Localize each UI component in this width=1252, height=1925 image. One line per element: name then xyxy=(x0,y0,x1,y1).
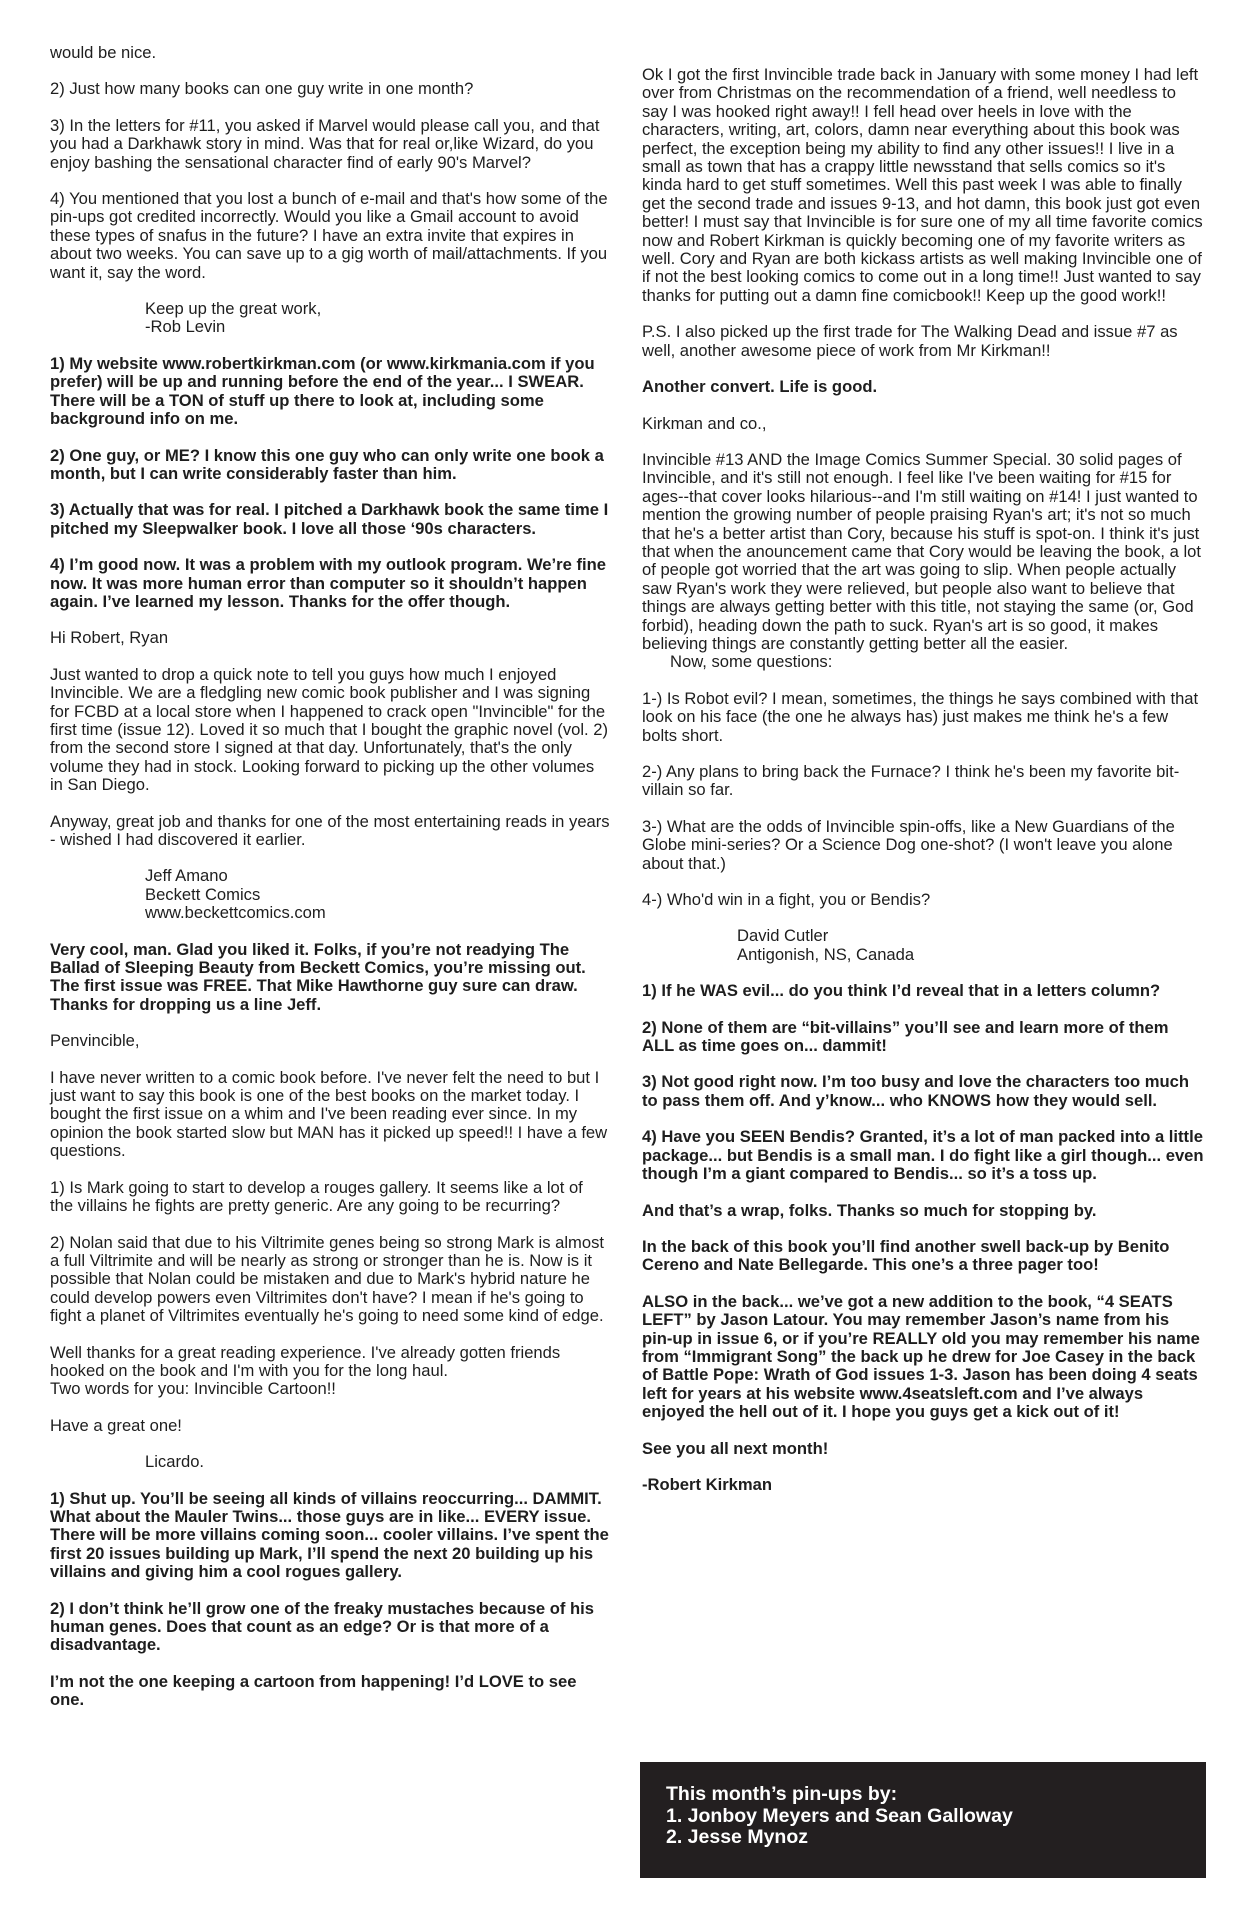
editor-reply: Very cool, man. Glad you liked it. Folks, if you’re not readying The Ballad of Sleeping Beauty from Beckett Comics, you’re missing out. The first issue was FREE. That Mike Hawthorne guy sure can draw. Thanks for dropping us a line Jeff. xyxy=(50,939,586,1014)
pinup-heading: This month’s pin-ups by: xyxy=(666,1783,898,1805)
letter-paragraph: I have never written to a comic book before. I've never felt the need to but I just want to say this book is one of the best books on the market today. I bought the first issue on a whim and I've been reading ever since. In my opinion the book started slow but MAN has it picked up speed!! I have a few questions. xyxy=(50,1067,608,1161)
right-column xyxy=(642,66,1204,1512)
editor-reply: See you all next month! xyxy=(642,1438,829,1458)
signature-line: David Cutler xyxy=(737,926,829,946)
letter-signature xyxy=(737,927,1204,964)
letter-paragraph: 2) Just how many books can one guy write in one month? xyxy=(50,79,474,99)
signature-line: Keep up the great work, xyxy=(145,299,322,319)
letter-paragraph: Ok I got the first Invincible trade back in January with some money I had left over from Christmas on the recommendation of a friend, well needless to say I was hooked right away!! I fell head over heels in love with the characters, writing, art, colors, damn near everything about this book was perfect, the exception being my ability to find any other issues!! I live in a small as town that has a crappy little newsstand that sells comics so it's kinda hard to get stuff sometimes. Well this past week I was able to finally get the second trade and issues 9-13, and hot damn, this book just got even better! I must say that Invincible is for sure one of my all time favorite comics now and Robert Kirkman is quickly becoming one of my favorite writers as well. Cory and Ryan are both kickass artists as well making Invincible one of if not the best looking comics to come out in a long time!! Just wanted to say thanks for putting out a damn fine comicbook!! Keep up the good work!! xyxy=(642,65,1203,305)
letter-paragraph: 2-) Any plans to bring back the Furnace? I think he's been my favorite bit-villain so far. xyxy=(642,762,1180,800)
letter-paragraph: would be nice. xyxy=(50,43,157,62)
letter-paragraph: 4) You mentioned that you lost a bunch of e-mail and that's how some of the pin-ups got credited incorrectly. Would you like a Gmail account to avoid these types of snafus in the future? I have an extra invite that expires in about two weeks. You can save up to a gig worth of mail/attachments. If you want it, say the word. xyxy=(50,189,608,282)
signature-line: www.beckettcomics.com xyxy=(145,903,326,923)
letter-paragraph: 3-) What are the odds of Invincible spin-offs, like a New Guardians of the Globe mini-series? Or a Science Dog one-shot? (I won't leave you alone about that.) xyxy=(642,816,1175,873)
editor-reply: In the back of this book you’ll find another swell back-up by Benito Cereno and Nate Bellegarde. This one’s a three pager too! xyxy=(642,1236,1170,1275)
letter-paragraph: Have a great one! xyxy=(50,1415,182,1435)
editor-reply: -Robert Kirkman xyxy=(642,1474,773,1494)
pinup-credits-box xyxy=(640,1762,1206,1878)
editor-reply: And that’s a wrap, folks. Thanks so much for stopping by. xyxy=(642,1200,1097,1220)
editor-reply: 1) Shut up. You’ll be seeing all kinds of villains reoccurring... DAMMIT. What about the Mauler Twins... those guys are in like... EVERY issue. There will be more villains coming soon... cooler villains. I’ve spent the first 20 issues building up Mark, I’ll spend the next 20 building up his villains and giving him a cool rogues gallery. xyxy=(50,1488,609,1582)
editor-reply: I’m not the one keeping a cartoon from happening! I’d LOVE to see one. xyxy=(50,1671,577,1710)
left-column xyxy=(50,44,610,1728)
letter-paragraph: Hi Robert, Ryan xyxy=(50,628,169,648)
letter-paragraph: 2) Nolan said that due to his Viltrimite genes being so strong Mark is almost a full Viltrimite and will be nearly as strong or stronger than he is. Now is it possible that Nolan could be mistaken and due to Mark's hybrid nature he could develop powers even Viltrimites don't have? I mean if he's going to fight a planet of Viltrimites eventually he's going to need some kind of edge. xyxy=(50,1232,605,1326)
letter-paragraph: Just wanted to drop a quick note to tell you guys how much I enjoyed Invincible. We are a fledgling new comic book publisher and I was signing for FCBD at a local store when I happened to crack open "Invincible" for the first time (issue 12). Loved it so much that I bought the graphic novel (vol. 2) from the second store I signed at that day. Unfortunately, that's the only volume they had in stock. Looking forward to picking up the other volumes in San Diego. xyxy=(50,664,609,795)
letter-signature xyxy=(145,300,610,337)
signature-line: Beckett Comics xyxy=(145,884,261,904)
editor-reply: 4) Have you SEEN Bendis? Granted, it’s a lot of man packed into a little package... but Bendis is a small man. I do fight like a girl though... even though I’m a giant compared to Bendis... so it’s a toss up. xyxy=(642,1127,1204,1184)
letter-signature xyxy=(145,1453,610,1471)
signature-line: Jeff Amano xyxy=(145,866,228,886)
letter-paragraph: Penvincible, xyxy=(50,1031,140,1051)
pinup-credit-2: 2. Jesse Mynoz xyxy=(666,1826,808,1848)
signature-line: -Rob Levin xyxy=(145,317,226,337)
letter-paragraph: Well thanks for a great reading experience. I've already gotten friends hooked on the book and I'm with you for the long haul. Two words for you: Invincible Cartoon!! xyxy=(50,1342,561,1399)
editor-reply: 2) One guy, or ME? I know this one guy who can only write one book a month, but I can write considerably faster than him. xyxy=(50,445,604,483)
signature-line: Antigonish, NS, Canada xyxy=(737,944,915,964)
editor-reply: ALSO in the back... we’ve got a new addition to the book, “4 SEATS LEFT” by Jason Latour. You may remember Jason’s name from his pin-up in issue 6, or if you’re REALLY old you may remember his name from “Immigrant Song” the back up he drew for Joe Casey in the back of Battle Pope: Wrath of God issues 1-3. Jason has been doing 4 seats left for years at his website www.4seatsleft.com and I’ve always enjoyed the hell out of it. I hope you guys get a kick out of it! xyxy=(642,1291,1200,1422)
letter-paragraph: 4-) Who'd win in a fight, you or Bendis? xyxy=(642,890,931,910)
editor-reply: 4) I’m good now. It was a problem with my outlook program. We’re fine now. It was more human error than computer so it shouldn’t happen again. I’ve learned my lesson. Thanks for the offer though. xyxy=(50,555,606,611)
editor-reply: 2) I don’t think he’ll grow one of the freaky mustaches because of his human genes. Does that count as an edge? Or is that more of a disadvantage. xyxy=(50,1598,595,1655)
letter-paragraph: Now, some questions: xyxy=(670,652,833,672)
letter-paragraph: Anyway, great job and thanks for one of the most entertaining reads in years - wished I had discovered it earlier. xyxy=(50,811,610,849)
letter-paragraph: 1-) Is Robot evil? I mean, sometimes, the things he says combined with that look on his face (the one he always has) just makes me think he's a few bolts short. xyxy=(642,688,1199,745)
letter-paragraph: P.S. I also picked up the first trade for The Walking Dead and issue #7 as well, another awesome piece of work from Mr Kirkman!! xyxy=(642,322,1178,360)
letter-paragraph: 3) In the letters for #11, you asked if Marvel would please call you, and that you had a Darkhawk story in mind. Was that for real or,like Wizard, do you enjoy bashing the sensational character find of early 90's Marvel? xyxy=(50,115,600,172)
letter-paragraph: Kirkman and co., xyxy=(642,413,767,433)
editor-reply: 1) If he WAS evil... do you think I’d reveal that in a letters column? xyxy=(642,981,1161,1001)
editor-reply: 3) Not good right now. I’m too busy and love the characters too much to pass them off. And y’know... who KNOWS how they would sell. xyxy=(642,1072,1190,1110)
editor-reply: 3) Actually that was for real. I pitched a Darkhawk book the same time I pitched my Sleepwalker book. I love all those ‘90s characters. xyxy=(50,500,609,538)
letter-paragraph: 1) Is Mark going to start to develop a rouges gallery. It seems like a lot of the villains he fights are pretty generic. Are any going to be recurring? xyxy=(50,1177,583,1216)
editor-reply: Another convert. Life is good. xyxy=(642,377,878,397)
signature-line: Licardo. xyxy=(145,1452,205,1472)
letter-paragraph: Invincible #13 AND the Image Comics Summer Special. 30 solid pages of Invincible, and it's still not enough. I feel like I've been waiting for #15 for ages--that cover looks hilarious--and I'm still waiting on #14! I just wanted to mention the growing number of people praising Ryan's art; it's not so much that he's a better artist than Cory, because his stuff is spot-on. I think it's just that when the anouncement came that Cory would be leaving the book, a lot of people got worried that the art was going to slip. When people actually saw Ryan's work they were relieved, but people also want to believe that things are always getting better with this title, not staying the same (or, God forbid), heading down the path to suck. Ryan's art is so good, it makes believing things are constantly getting better all the easier. xyxy=(642,449,1202,653)
editor-reply: 2) None of them are “bit-villains” you’ll see and learn more of them ALL as time goes on... dammit! xyxy=(642,1017,1169,1056)
editor-reply: 1) My website www.robertkirkman.com (or www.kirkmania.com if you prefer) will be up and running before the end of the year... I SWEAR. There will be a TON of stuff up there to look at, including some background info on me. xyxy=(50,353,595,429)
pinup-credit-1: 1. Jonboy Meyers and Sean Galloway xyxy=(666,1804,1013,1827)
letter-signature xyxy=(145,867,610,922)
